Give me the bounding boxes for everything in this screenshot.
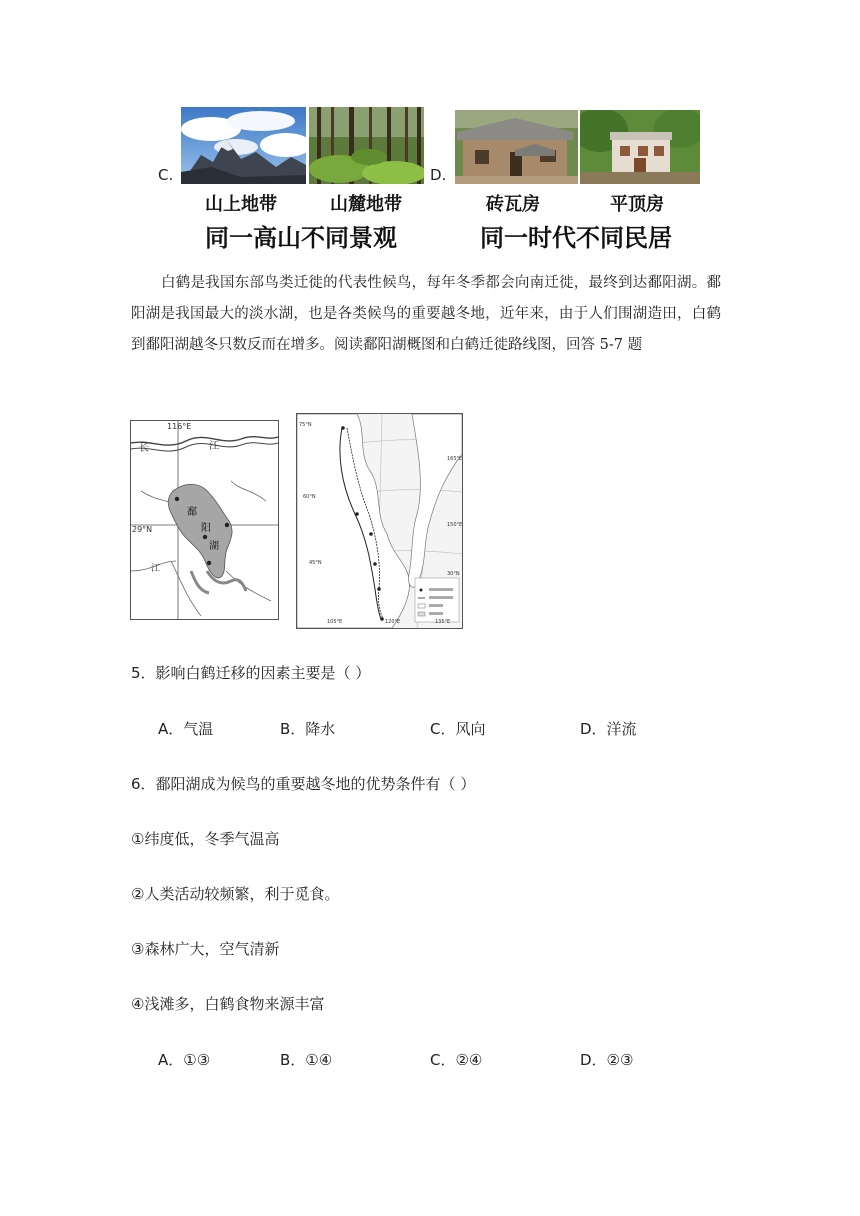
lat-75: 75°N: [299, 422, 312, 428]
reading-passage: 白鹤是我国东部鸟类迁徙的代表性候鸟，每年冬季都会向南迁徙，最终到达鄱阳湖。鄱阳湖是我国最大的淡水湖，也是各类候鸟的重要越冬地，近年来，由于人们围湖造田，白鹤到鄱阳湖越冬只数反而在增多。阅读鄱阳湖概图和白鹤迁徙路线图，回答 5-7 题: [131, 275, 721, 353]
summit-caption: 山上地带: [205, 194, 277, 215]
lon-150: 150°E: [447, 522, 463, 528]
option-d-caption: 同一时代不同民居: [480, 224, 672, 252]
q6-option-d[interactable]: D．②③: [580, 1051, 634, 1069]
q6-option-c[interactable]: C．②④: [430, 1051, 483, 1069]
lon-165: 165°E: [447, 456, 463, 462]
q5-option-c[interactable]: C．风向: [430, 720, 486, 738]
crane-migration-map: [296, 413, 463, 629]
q6-statement-3: ③森林广大，空气清新: [131, 940, 280, 958]
map-char-yang: 阳: [201, 523, 211, 534]
map-char-jiang: 江: [209, 441, 219, 452]
lat-45: 45°N: [309, 560, 322, 566]
q5-option-d[interactable]: D．洋流: [580, 720, 637, 738]
q6-statement-1: ①纬度低，冬季气温高: [131, 830, 280, 848]
map-char-jiang-2: 江: [151, 564, 161, 574]
poyang-lake-map: [130, 420, 279, 620]
question-6: 6．鄱阳湖成为候鸟的重要越冬地的优势条件有（ ）: [131, 775, 476, 793]
option-c-letter: C.: [158, 166, 174, 184]
map-char-hu: 湖: [209, 541, 219, 552]
q5-option-a[interactable]: A．气温: [158, 720, 214, 738]
map-char-chang: 长: [139, 443, 149, 454]
option-d-letter: D.: [430, 166, 447, 184]
flat-roof-house-photo: [580, 110, 700, 184]
option-c-caption: 同一高山不同景观: [205, 224, 397, 252]
map-char-po: 鄱: [187, 507, 197, 518]
q6-option-a[interactable]: A．①③: [158, 1051, 211, 1069]
flat-roof-caption: 平顶房: [610, 194, 664, 215]
foothill-caption: 山麓地带: [330, 194, 402, 215]
q6-option-b[interactable]: B．①④: [280, 1051, 333, 1069]
longitude-label: 116°E: [167, 422, 192, 431]
mountain-foothill-photo: [309, 107, 424, 184]
lon-135: 135°E: [435, 619, 451, 625]
mountain-summit-photo: [181, 107, 306, 184]
latitude-label: 29°N: [132, 525, 153, 534]
q5-option-b[interactable]: B．降水: [280, 720, 336, 738]
q6-statement-4: ④浅滩多，白鹤食物来源丰富: [131, 995, 325, 1013]
brick-house-caption: 砖瓦房: [486, 194, 540, 215]
lon-120: 120°E: [385, 619, 401, 625]
question-5: 5．影响白鹤迁移的因素主要是（ ）: [131, 664, 371, 682]
lon-105: 105°E: [327, 619, 343, 625]
lat-60: 60°N: [303, 494, 316, 500]
brick-tile-house-photo: [455, 110, 578, 184]
q6-statement-2: ②人类活动较频繁，利于觅食。: [131, 885, 340, 903]
lat-30: 30°N: [447, 571, 460, 577]
